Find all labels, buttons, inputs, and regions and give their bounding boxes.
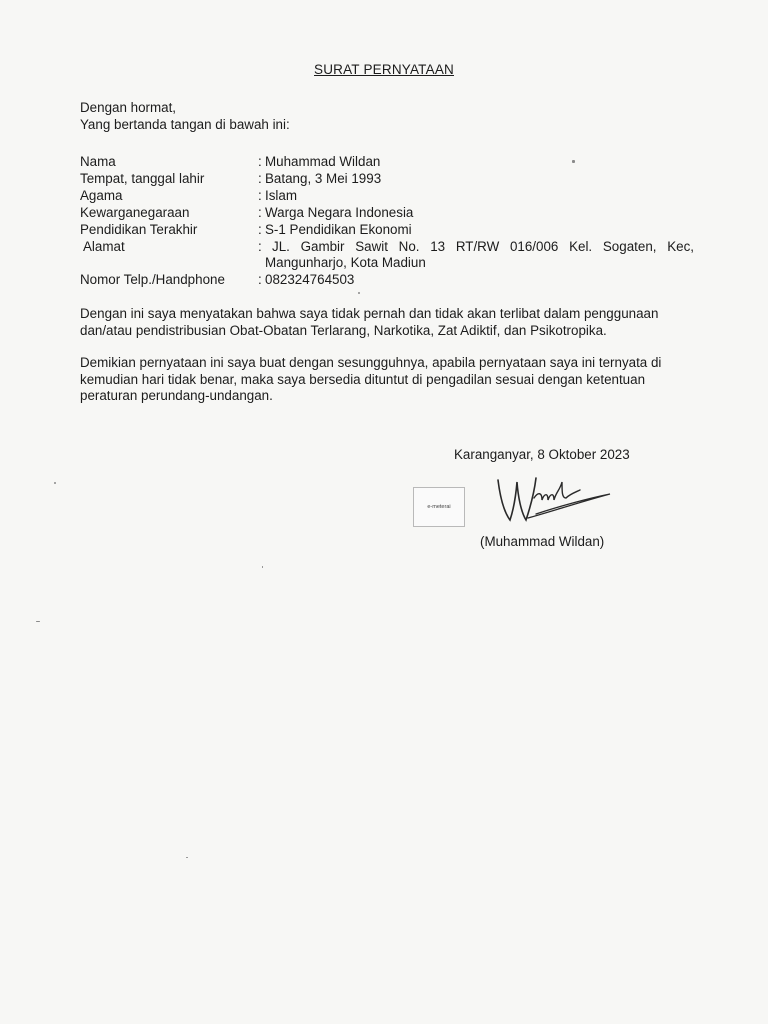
closing-paragraph bbox=[80, 355, 692, 405]
field-value: Batang, 3 Mei 1993 bbox=[265, 171, 382, 186]
signature-image bbox=[490, 468, 615, 530]
field-separator: : bbox=[258, 222, 262, 237]
field-label: Agama bbox=[80, 188, 123, 203]
stamp-label: e-meterai bbox=[427, 504, 451, 510]
scan-speck bbox=[358, 292, 360, 294]
field-row-kewarganegaraan bbox=[80, 205, 700, 222]
field-row-pendidikan bbox=[80, 222, 700, 239]
field-label: Tempat, tanggal lahir bbox=[80, 171, 205, 186]
paragraph-line: peraturan perundang-undangan. bbox=[80, 388, 273, 403]
signatory-name: (Muhammad Wildan) bbox=[480, 534, 605, 549]
scan-speck bbox=[54, 482, 56, 484]
statement-paragraph bbox=[80, 306, 692, 339]
field-label: Pendidikan Terakhir bbox=[80, 222, 198, 237]
field-label: Kewarganegaraan bbox=[80, 205, 190, 220]
field-value: Islam bbox=[265, 188, 297, 203]
paragraph-line: dan/atau pendistribusian Obat-Obatan Terlarang, Narkotika, Zat Adiktif, dan Psikotropika. bbox=[80, 322, 607, 338]
field-separator: : bbox=[258, 188, 262, 203]
field-value: S-1 Pendidikan Ekonomi bbox=[265, 222, 412, 237]
scan-speck bbox=[36, 621, 40, 622]
scan-speck bbox=[186, 857, 188, 858]
field-row-alamat bbox=[80, 239, 700, 273]
document-title: SURAT PERNYATAAN bbox=[314, 62, 454, 77]
salutation bbox=[80, 100, 692, 133]
field-label: Nomor Telp./Handphone bbox=[80, 272, 225, 287]
field-label: Nama bbox=[80, 154, 116, 169]
paragraph-line: Demikian pernyataan ini saya buat dengan sesungguhnya, apabila pernyataan saya ini ternyata di bbox=[80, 355, 662, 370]
field-separator: : bbox=[258, 171, 262, 186]
salutation-line: Yang bertanda tangan di bawah ini: bbox=[80, 116, 290, 132]
field-row-ttl bbox=[80, 171, 700, 188]
field-separator: : bbox=[258, 205, 262, 220]
address-line-1: JL. Gambir Sawit No. 13 RT/RW 016/006 Kel. Sogaten, Kec, bbox=[272, 239, 694, 254]
field-row-nama bbox=[80, 154, 700, 171]
field-separator: : bbox=[258, 272, 262, 287]
field-value: Warga Negara Indonesia bbox=[265, 205, 414, 220]
scan-speck bbox=[262, 566, 263, 568]
field-label: Alamat bbox=[83, 239, 125, 254]
field-separator: : bbox=[258, 154, 262, 169]
paragraph-line: kemudian hari tidak benar, maka saya bersedia dituntut di pengadilan sesuai dengan ketentuan bbox=[80, 371, 646, 387]
field-row-telepon bbox=[80, 272, 700, 289]
scan-speck bbox=[572, 160, 575, 163]
field-separator: : bbox=[258, 239, 262, 254]
field-value: 082324764503 bbox=[265, 272, 355, 287]
e-meterai-stamp bbox=[413, 487, 465, 527]
place-date: Karanganyar, 8 Oktober 2023 bbox=[454, 447, 630, 462]
field-row-agama bbox=[80, 188, 700, 205]
salutation-line: Dengan hormat, bbox=[80, 100, 177, 115]
field-value: Muhammad Wildan bbox=[265, 154, 381, 169]
paragraph-line: Dengan ini saya menyatakan bahwa saya tidak pernah dan tidak akan terlibat dalam penggunaan bbox=[80, 306, 659, 321]
address-line-2: Mangunharjo, Kota Madiun bbox=[265, 255, 426, 270]
